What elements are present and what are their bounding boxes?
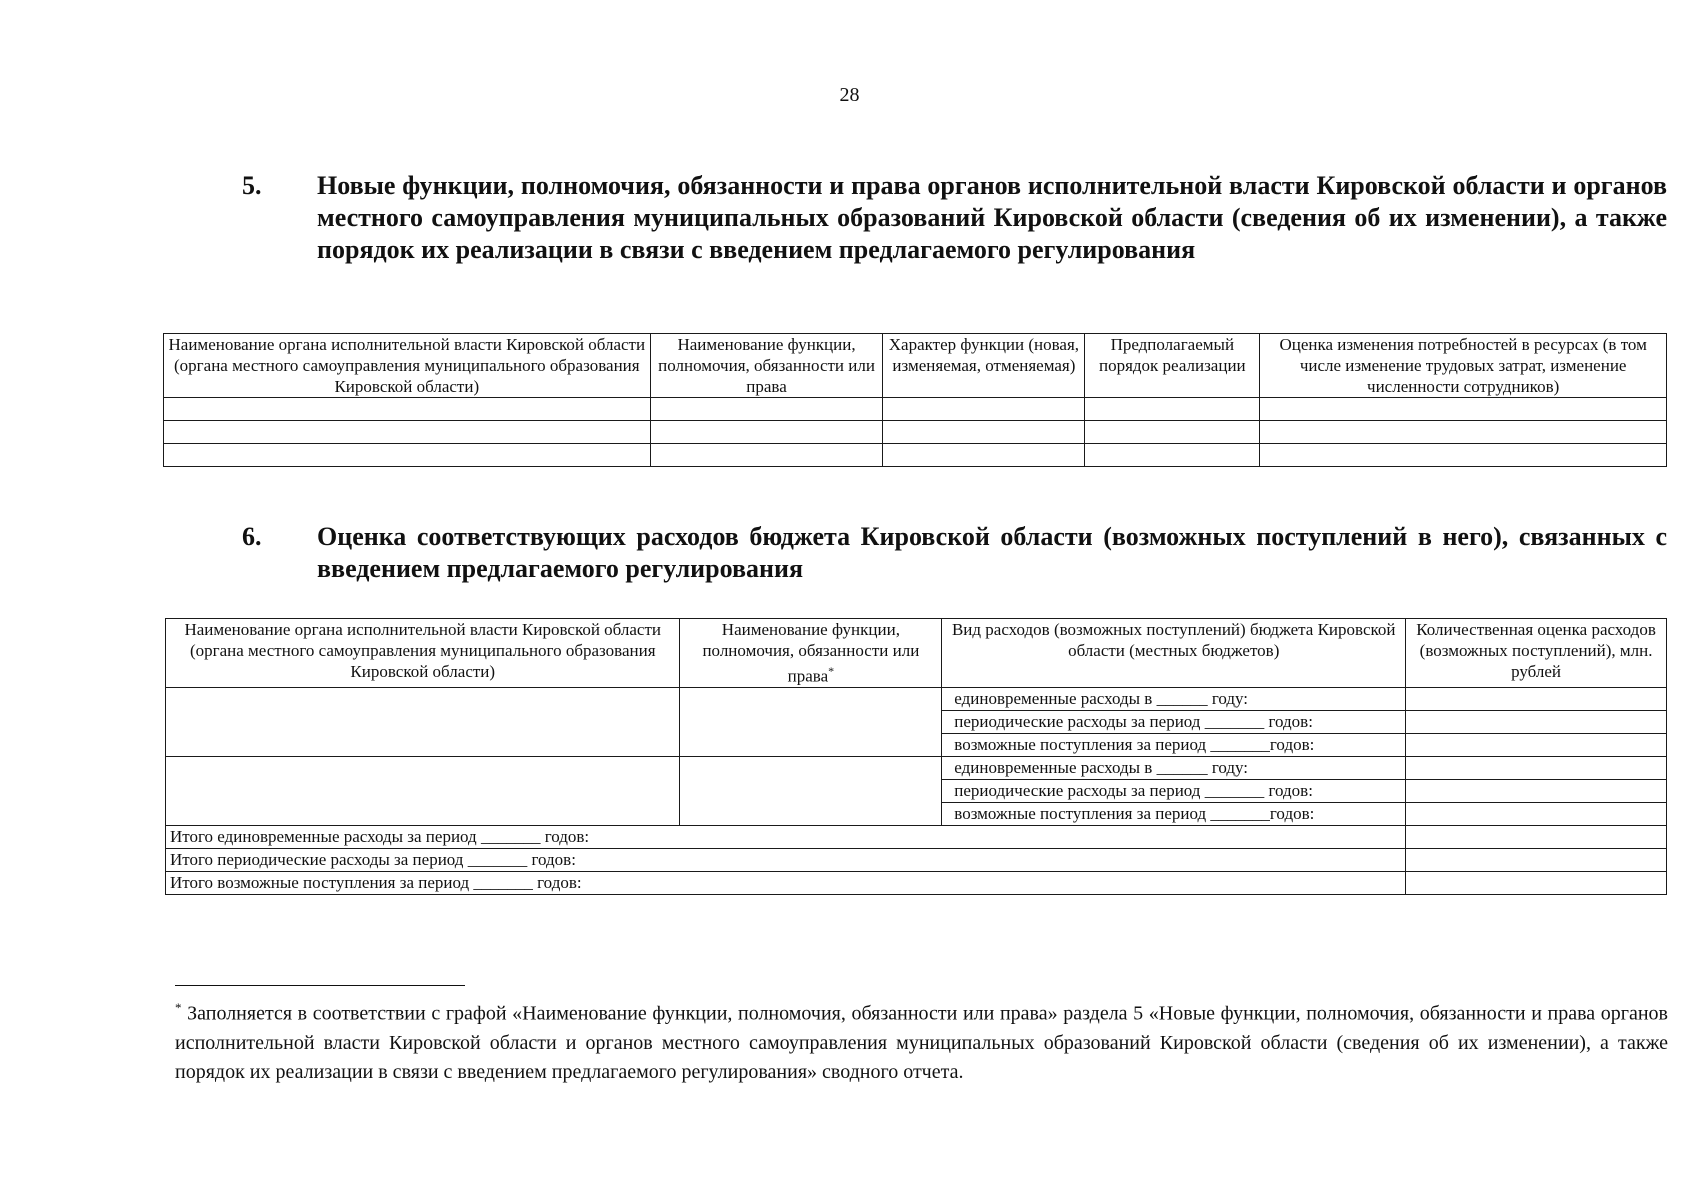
table-cell bbox=[1406, 733, 1667, 756]
page-number: 28 bbox=[839, 84, 860, 106]
column-header: Вид расходов (возможных поступлений) бюджета Кировской области (местных бюджетов) bbox=[942, 619, 1406, 688]
section-6-number: 6. bbox=[242, 522, 262, 551]
footnote-mark: * bbox=[175, 1000, 182, 1015]
section-5-title: Новые функции, полномочия, обязанности и права органов исполнительной власти Кировской области и органов местного самоуправления муниципальных образований Кировской области (сведения об их изменении), а также порядок их реализации в связи с введением предлагаемого регулирования bbox=[317, 171, 1667, 264]
column-header-text: Наименование функции, полномочия, обязанности или права bbox=[702, 620, 920, 686]
total-label: Итого единовременные расходы за период _______ годов: bbox=[166, 825, 1406, 848]
table-cell bbox=[1085, 421, 1260, 444]
table-cell bbox=[1260, 444, 1667, 467]
table-cell bbox=[1260, 421, 1667, 444]
section-5-table bbox=[163, 333, 1667, 467]
table-cell bbox=[166, 756, 680, 825]
table-row bbox=[164, 444, 1667, 467]
table-row bbox=[164, 421, 1667, 444]
section-6-table bbox=[165, 618, 1667, 895]
column-header: Количественная оценка расходов (возможных поступлений), млн. рублей bbox=[1406, 619, 1667, 688]
total-row bbox=[166, 848, 1667, 871]
total-label: Итого возможные поступления за период _______ годов: bbox=[166, 871, 1406, 894]
expense-type-cell: периодические расходы за период _______ годов: bbox=[942, 710, 1406, 733]
table-cell bbox=[1406, 871, 1667, 894]
table-cell bbox=[680, 756, 942, 825]
table-cell bbox=[166, 687, 680, 756]
footnote-mark: * bbox=[828, 664, 835, 678]
expense-type-cell: единовременные расходы в ______ году: bbox=[942, 756, 1406, 779]
table-header-row bbox=[166, 619, 1667, 688]
footnote-text: Заполняется в соответствии с графой «Наименование функции, полномочия, обязанности или права» раздела 5 «Новые функции, полномочия, обязанности и права органов исполнительной власти Кировской области и органов местного самоуправления муниципальных образований Кировской области (сведения об их изменении), а также порядок их реализации в связи с введением предлагаемого регулирования» сводного отчета. bbox=[175, 1002, 1668, 1083]
section-5-number: 5. bbox=[242, 171, 262, 200]
table-header-row bbox=[164, 334, 1667, 398]
table-row bbox=[164, 398, 1667, 421]
column-header: Предполагаемый порядок реализации bbox=[1085, 334, 1260, 398]
total-label: Итого периодические расходы за период _______ годов: bbox=[166, 848, 1406, 871]
footnote-separator bbox=[175, 985, 465, 986]
table-cell bbox=[680, 687, 942, 756]
column-header: Наименование функции, полномочия, обязанности или права bbox=[650, 334, 883, 398]
column-header: Характер функции (новая, изменяемая, отменяемая) bbox=[883, 334, 1085, 398]
table-cell bbox=[1406, 802, 1667, 825]
expense-type-cell: единовременные расходы в ______ году: bbox=[942, 687, 1406, 710]
table-cell bbox=[1085, 398, 1260, 421]
total-row bbox=[166, 825, 1667, 848]
table-cell bbox=[650, 398, 883, 421]
table-cell bbox=[1406, 687, 1667, 710]
table-cell bbox=[650, 444, 883, 467]
column-header: Наименование органа исполнительной власти Кировской области (органа местного самоуправления муниципального образования Кировской области) bbox=[164, 334, 651, 398]
table-cell bbox=[1406, 710, 1667, 733]
table-cell bbox=[1260, 398, 1667, 421]
table-cell bbox=[1406, 779, 1667, 802]
table-row bbox=[166, 687, 1667, 710]
column-header bbox=[680, 619, 942, 688]
section-6-heading bbox=[242, 521, 1667, 587]
table-row bbox=[166, 756, 1667, 779]
total-row bbox=[166, 871, 1667, 894]
expense-type-cell: возможные поступления за период _______годов: bbox=[942, 733, 1406, 756]
table-cell bbox=[164, 421, 651, 444]
table-cell bbox=[1085, 444, 1260, 467]
table-cell bbox=[883, 421, 1085, 444]
table-cell bbox=[883, 444, 1085, 467]
column-header: Наименование органа исполнительной власти Кировской области (органа местного самоуправления муниципального образования Кировской области) bbox=[166, 619, 680, 688]
column-header: Оценка изменения потребностей в ресурсах (в том числе изменение трудовых затрат, изменение численности сотрудников) bbox=[1260, 334, 1667, 398]
footnote bbox=[175, 993, 1668, 1087]
section-5-heading bbox=[242, 170, 1667, 300]
table-cell bbox=[1406, 848, 1667, 871]
table-cell bbox=[1406, 756, 1667, 779]
section-6-title: Оценка соответствующих расходов бюджета Кировской области (возможных поступлений в него), связанных с введением предлагаемого регулирования bbox=[317, 522, 1667, 583]
table-cell bbox=[1406, 825, 1667, 848]
table-cell bbox=[164, 444, 651, 467]
table-cell bbox=[883, 398, 1085, 421]
expense-type-cell: возможные поступления за период _______годов: bbox=[942, 802, 1406, 825]
table-cell bbox=[164, 398, 651, 421]
expense-type-cell: периодические расходы за период _______ годов: bbox=[942, 779, 1406, 802]
table-cell bbox=[650, 421, 883, 444]
